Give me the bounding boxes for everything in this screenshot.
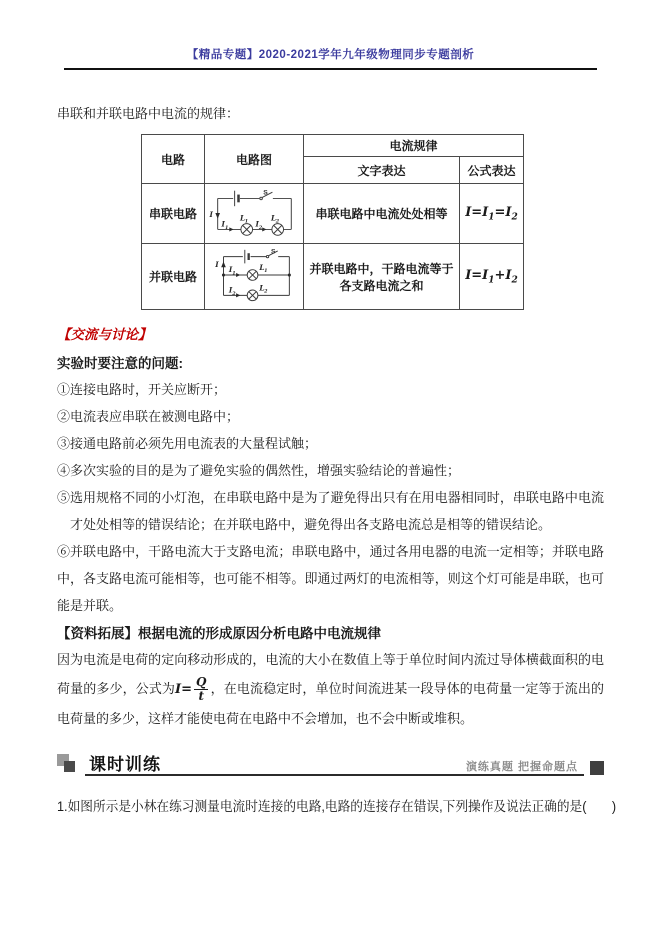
lamp-symbol xyxy=(247,270,258,281)
svg-text:I: I xyxy=(228,265,233,275)
battery-symbol xyxy=(245,250,249,264)
switch-label: S xyxy=(270,248,276,256)
notes-subheading: 实验时要注意的问题: xyxy=(57,356,183,371)
rules-table-wrap xyxy=(141,134,604,310)
note-item: ①连接电路时，开关应断开； xyxy=(57,382,227,397)
svg-text:1: 1 xyxy=(244,218,249,225)
col-header-text: 文字表达 xyxy=(304,157,460,184)
parallel-circuit-diagram xyxy=(205,244,304,310)
formula-parallel: $I=I_1+I_2$ xyxy=(460,244,524,310)
svg-text:I: I xyxy=(215,260,219,270)
intro-text: 串联和并联电路中电流的规律： xyxy=(57,106,240,121)
squares-icon xyxy=(57,754,79,776)
current-arrow-down xyxy=(215,213,220,219)
page-header xyxy=(0,0,661,70)
svg-text:I: I xyxy=(228,285,233,295)
note-item: ⑤选用规格不同的小灯泡，在串联电路中是为了避免得出只有在用电器相同时，串联电路中电流才处处相等的错误结论；在并联电路中，避免得出各支路电流总是相等的错误结论。 xyxy=(57,490,604,532)
current-arrow-right xyxy=(229,227,233,231)
lamp-symbol xyxy=(247,290,258,301)
row-label-parallel: 并联电路 xyxy=(142,244,205,310)
series-circuit-svg xyxy=(208,186,300,238)
series-circuit-diagram xyxy=(205,184,304,244)
question-1: 1.如图所示是小林在练习测量电流时连接的电路,电路的连接存在错误,下列操作及说法正确的是( ) xyxy=(57,799,617,814)
rule-text-parallel: 并联电路中，干路电流等于各支路电流之和 xyxy=(304,244,460,310)
current-arrow-right xyxy=(262,227,266,231)
col-header-rule: 电流规律 xyxy=(304,135,524,157)
svg-text:I: I xyxy=(209,209,213,219)
svg-text:1: 1 xyxy=(232,270,236,277)
training-section-banner xyxy=(57,750,604,780)
svg-text:2: 2 xyxy=(232,290,236,297)
note-item: ②电流表应串联在被测电路中； xyxy=(57,409,240,424)
extension-text-after: ，在电流稳定时，单位时间流进某一段导体的电荷量一定等于流出的电荷量的多少，这样才能使电荷在电路中不会增加，也不会中断或堆积。 xyxy=(57,681,604,726)
current-arrow-up xyxy=(221,261,226,267)
fraction: $\frac{Q}{t}$ xyxy=(196,675,207,703)
svg-text:2: 2 xyxy=(258,224,263,231)
training-divider xyxy=(85,774,584,776)
svg-text:L: L xyxy=(259,263,265,273)
lamp-symbol xyxy=(241,224,253,236)
discussion-heading: 【交流与讨论】 xyxy=(57,327,152,342)
current-formula: I= $\frac{Q}{t}$ xyxy=(175,675,207,703)
switch-label: S xyxy=(263,189,268,197)
training-section-title: 课时训练 xyxy=(89,755,161,774)
parallel-circuit-svg xyxy=(208,246,300,304)
svg-text:L: L xyxy=(239,213,246,223)
col-header-diagram: 电路图 xyxy=(205,135,304,184)
extension-paragraph xyxy=(57,645,604,733)
training-tagline: 演练真题 把握命题点 xyxy=(465,761,578,773)
current-rules-table xyxy=(141,134,524,310)
extension-heading: 【资料拓展】根据电流的形成原因分析电路中电流规律 xyxy=(57,626,381,641)
row-label-series: 串联电路 xyxy=(142,184,205,244)
col-header-circuit: 电路 xyxy=(142,135,205,184)
note-item: ④多次实验的目的是为了避免实验的偶然性，增强实验结论的普遍性； xyxy=(57,463,461,478)
extension-text-before: 因为电流是电荷的定向移动形成的，电流的大小在数值上等于单位时间内流过导体横截面积的电荷量的多少，公式为 xyxy=(57,652,604,696)
svg-text:L: L xyxy=(259,283,265,293)
svg-text:2: 2 xyxy=(275,218,280,225)
note-item: ⑥并联电路中，干路电流大于支路电流；串联电路中，通过各用电器的电流一定相等；并联电路中，各支路电流可能相等，也可能不相等。即通过两灯的电流相等，则这个灯可能是串联，也可能是并联。 xyxy=(57,544,604,613)
battery-symbol xyxy=(235,191,239,206)
rule-text-series: 串联电路中电流处处相等 xyxy=(304,184,460,244)
svg-text:L: L xyxy=(270,213,277,223)
svg-text:1: 1 xyxy=(264,268,268,275)
formula-series: $I=I_1=I_2$ xyxy=(460,184,524,244)
notes-list xyxy=(57,376,604,619)
page-title: 【精品专题】2020-2021学年九年级物理同步专题剖析 xyxy=(186,49,475,61)
svg-text:2: 2 xyxy=(264,288,268,295)
header-divider xyxy=(64,68,597,70)
note-item: ③接通电路前必须先用电流表的大量程试触； xyxy=(57,436,318,451)
svg-text:I: I xyxy=(221,219,225,229)
page-content xyxy=(0,103,661,815)
end-square-marker xyxy=(590,761,604,775)
lamp-symbol xyxy=(272,224,284,236)
col-header-formula: 公式表达 xyxy=(460,157,524,184)
current-arrow-right xyxy=(236,273,240,277)
svg-text:I: I xyxy=(255,219,259,229)
svg-text:1: 1 xyxy=(224,224,229,231)
current-arrow-right xyxy=(236,293,240,297)
